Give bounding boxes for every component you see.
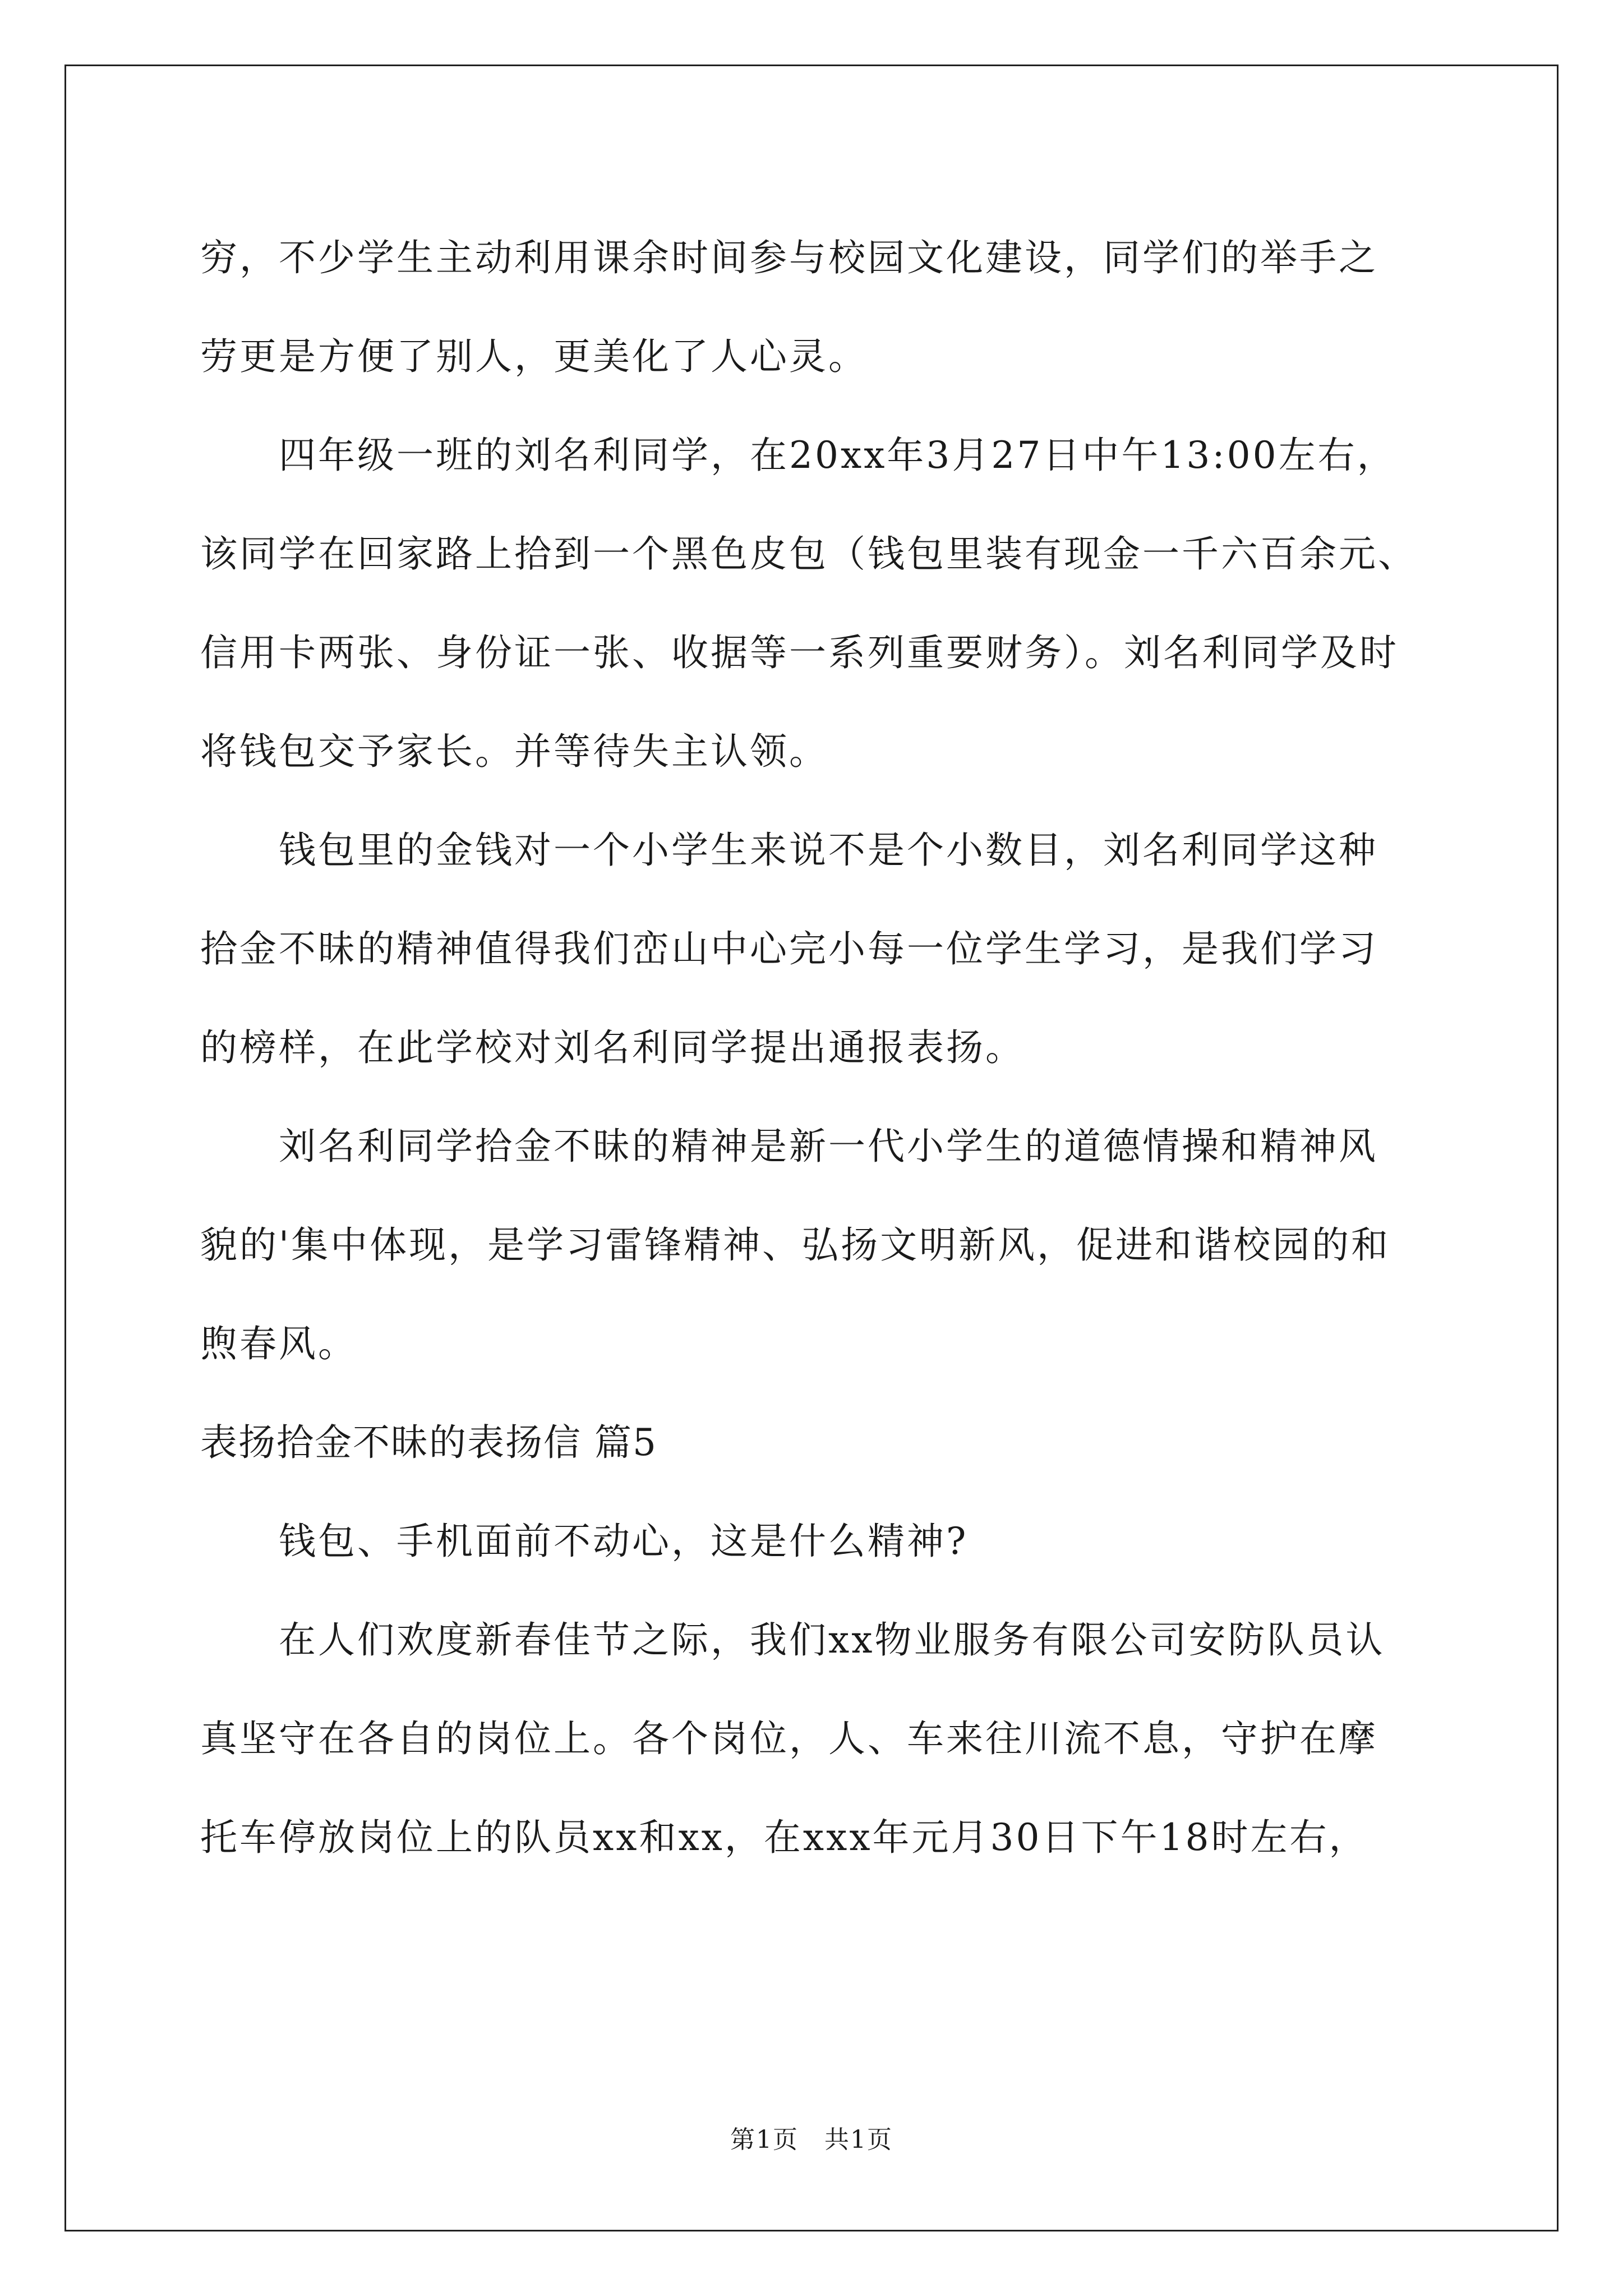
text-line: 劳更是方便了别人，更美化了人心灵。 [200, 335, 868, 378]
text-line: 托车停放岗位上的队员xx和xx，在xxx年元月30日下午18时左右， [200, 1816, 1368, 1859]
document-body [200, 209, 1434, 1887]
text-line: 真坚守在各自的岗位上。各个岗位，人、车来往川流不息，守护在摩 [200, 1717, 1378, 1760]
paragraph-start-line: 钱包里的金钱对一个小学生来说不是个小数目，刘名利同学这种 [279, 829, 1378, 872]
text-line: 该同学在回家路上拾到一个黑色皮包（钱包里装有现金一千六百余元、 [200, 532, 1417, 576]
paragraph-start-line: 在人们欢度新春佳节之际，我们xx物业服务有限公司安防队员认 [279, 1618, 1385, 1662]
text-line: 拾金不昧的精神值得我们峦山中心完小每一位学生学习，是我们学习 [200, 927, 1378, 970]
text-line: 煦春风。 [200, 1322, 357, 1365]
text-line: 将钱包交予家长。并等待失主认领。 [200, 730, 828, 773]
text-line: 信用卡两张、身份证一张、收据等一系列重要财务）。刘名利同学及时 [200, 631, 1399, 674]
paragraph-start-line: 刘名利同学拾金不昧的精神是新一代小学生的道德情操和精神风 [279, 1125, 1378, 1168]
section-heading: 表扬拾金不昧的表扬信 篇5 [200, 1421, 657, 1464]
page-footer: 第1页 共1页 [730, 2125, 893, 2154]
paragraph-start-line: 四年级一班的刘名利同学，在20xx年3月27日中午13:00左右， [279, 434, 1396, 477]
text-line: 的榜样，在此学校对刘名利同学提出通报表扬。 [200, 1026, 1025, 1069]
paragraph-start-line: 钱包、手机面前不动心，这是什么精神? [279, 1520, 969, 1563]
text-line: 貌的'集中体现，是学习雷锋精神、弘扬文明新风，促进和谐校园的和 [200, 1223, 1391, 1267]
text-line: 穷，不少学生主动利用课余时间参与校园文化建设，同学们的举手之 [200, 236, 1378, 279]
